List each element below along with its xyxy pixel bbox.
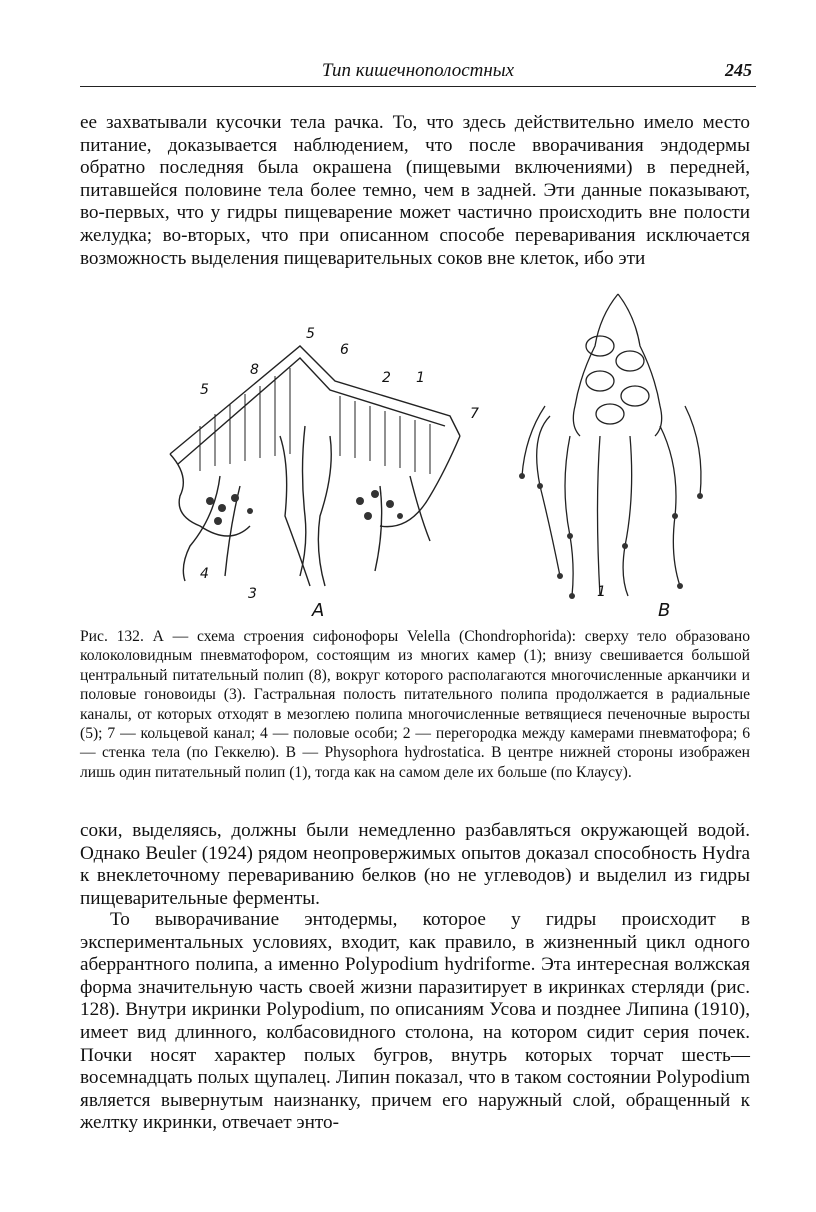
- figure-b-drawing: [522, 294, 701, 596]
- figure-a-label: А: [312, 600, 325, 621]
- figure-a-number: 8: [250, 362, 259, 378]
- paragraph-bottom-1: соки, выделяясь, должны были немедленно разбавляться окружающей водой. Однако Beuler (1924) рядом неопровержимых опытов доказал способность Hydra к внеклеточному перевариванию белков (но не углеводов) и выделил из гидры пищеварительные ферменты.: [80, 820, 750, 909]
- page-header: [80, 58, 756, 87]
- figure-a-number: 1: [416, 370, 425, 386]
- figure-a-number: 2: [382, 370, 391, 386]
- figure-caption: Рис. 132. А — схема строения сифонофоры Velella (Chondrophorida): сверху тело образовано колоколовидным пневматофором, состоящим из многих камер (1); внизу свешивается большой центральный питательный полип (8), вокруг которого располагаются многочисленные арканчики и половые гоновоиды (3). Гастральная полость питательного полипа продолжается в радиальные каналы, от которых отходят в мезоглею полипа многочисленные ветвящиеся печеночные выросты (5); 7 — кольцевой канал; 4 — половые особи; 2 — перегородка между камерами пневматофора; 6 — стенка тела (по Геккелю). В — Physophora hydrostatica. В центре нижней стороны изображен лишь один питательный полип (1), тогда как на самом деле их больше (по Клаусу).: [80, 628, 750, 781]
- figure-a-number: 7: [470, 406, 479, 422]
- figure-b-label: В: [658, 600, 671, 621]
- figure-a-number: 4: [200, 566, 209, 582]
- figure-illustration: [130, 286, 730, 622]
- figure-a-number: 3: [248, 586, 257, 602]
- page-number: 245: [725, 60, 752, 80]
- running-title: Тип кишечнополостных: [321, 60, 515, 81]
- figure-a-chambers: [200, 368, 430, 474]
- paragraph-top: ее захватывали кусочки тела рачка. То, что здесь действительно имело место питание, доказывается наблюдением, что после вворачивания эндодермы обратно последняя была окрашена (пищевыми включениями) в передней, питавшейся половине тела более темно, чем в задней. Эти данные показывают, во-первых, что у гидры пищеварение может частично происходить вне полости желудка; во-вторых, что при описанном способе переваривания исключается возможность выделения пищеварительных соков вне клеток, ибо эти: [80, 112, 750, 269]
- figure-b-number: 1: [597, 584, 606, 600]
- figure-a-number: 5: [200, 382, 209, 398]
- figure-a-number: 6: [340, 342, 349, 358]
- figure-a-number: 5: [306, 326, 315, 342]
- paragraph-bottom-2: То выворачивание энтодермы, которое у гидры происходит в экспериментальных условиях, входит, как правило, в жизненный цикл одного аберрантного полипа, а именно Polypodium hydriforme. Эта интересная волжская форма значительную часть своей жизни паразитирует в икринках стерляди (рис. 128). Внутри икринки Polypodium, по описаниям Усова и позднее Липина (1910), имеет вид длинного, колбасовидного столона, на котором сидит серия почек. Почки носят характер полых бугров, внутрь которых торчат шесть—восемнадцать полых щупалец. Липин показал, что в таком состоянии Polypodium является вывернутым наизнанку, причем его наружный слой, обращенный к желтку икринки, отвечает энто-: [80, 909, 750, 1134]
- figure-132: [130, 286, 730, 622]
